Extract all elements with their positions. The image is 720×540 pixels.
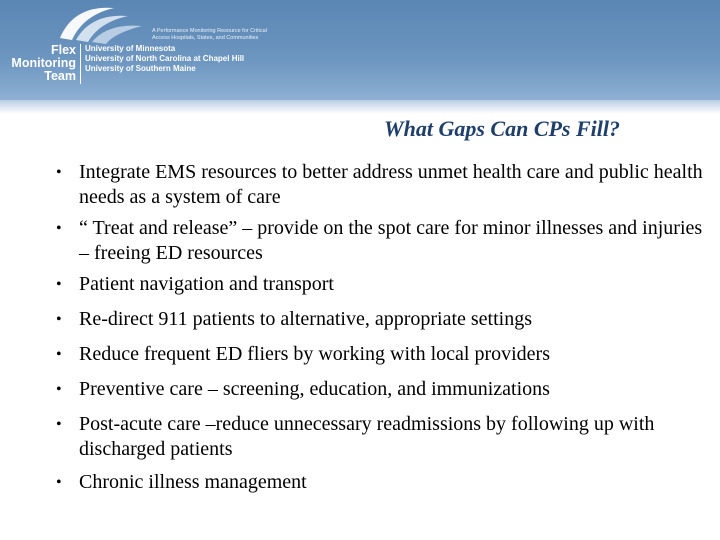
bullet-text: Chronic illness management [79, 471, 307, 493]
bullet-item [54, 216, 704, 266]
flex-monitoring-logo-icon [56, 2, 148, 46]
bullet-text: Integrate EMS resources to better address unmet health care and public health needs as a system of care [79, 161, 703, 208]
bullet-text: “ Treat and release” – provide on the spot care for minor illnesses and injuries – freeing ED resources [79, 217, 703, 264]
bullet-item [54, 272, 704, 297]
bullet-icon: • [56, 474, 62, 491]
bullet-item [54, 470, 704, 495]
header-tagline: A Performance Monitoring Resource for Critical Access Hospitals, States, and Communities [152, 28, 267, 41]
university-item: University of Southern Maine [85, 64, 196, 73]
bullet-item [54, 307, 704, 332]
bullet-icon: • [56, 311, 62, 328]
bullet-icon: • [56, 416, 62, 433]
org-name-line: Team [44, 69, 76, 83]
org-name-line: Flex [50, 43, 76, 57]
university-list [85, 44, 244, 74]
bullet-icon: • [56, 164, 62, 181]
org-name [0, 44, 76, 83]
university-item: University of North Carolina at Chapel Hill [85, 54, 245, 63]
slide-title: What Gaps Can CPs Fill? [384, 116, 620, 141]
bullet-item [54, 160, 704, 210]
header-divider [80, 44, 81, 84]
org-name-line: Monitoring [11, 56, 76, 70]
bullet-icon: • [56, 220, 62, 237]
bullet-text: Reduce frequent ED fliers by working with local providers [79, 343, 550, 365]
bullet-item [54, 342, 704, 367]
bullet-text: Preventive care – screening, education, and immunizations [79, 378, 550, 400]
university-item: University of Minnesota [85, 44, 176, 53]
bullet-item [54, 377, 704, 402]
bullet-text: Re-direct 911 patients to alternative, appropriate settings [79, 308, 532, 330]
header-fade [0, 100, 720, 114]
bullet-icon: • [56, 381, 62, 398]
bullet-list [54, 160, 704, 504]
header-banner [0, 0, 720, 100]
bullet-text: Patient navigation and transport [79, 273, 334, 295]
bullet-item [54, 412, 704, 462]
bullet-text: Post-acute care –reduce unnecessary readmissions by following up with discharged patients [79, 413, 655, 460]
bullet-icon: • [56, 346, 62, 363]
bullet-icon: • [56, 276, 62, 293]
